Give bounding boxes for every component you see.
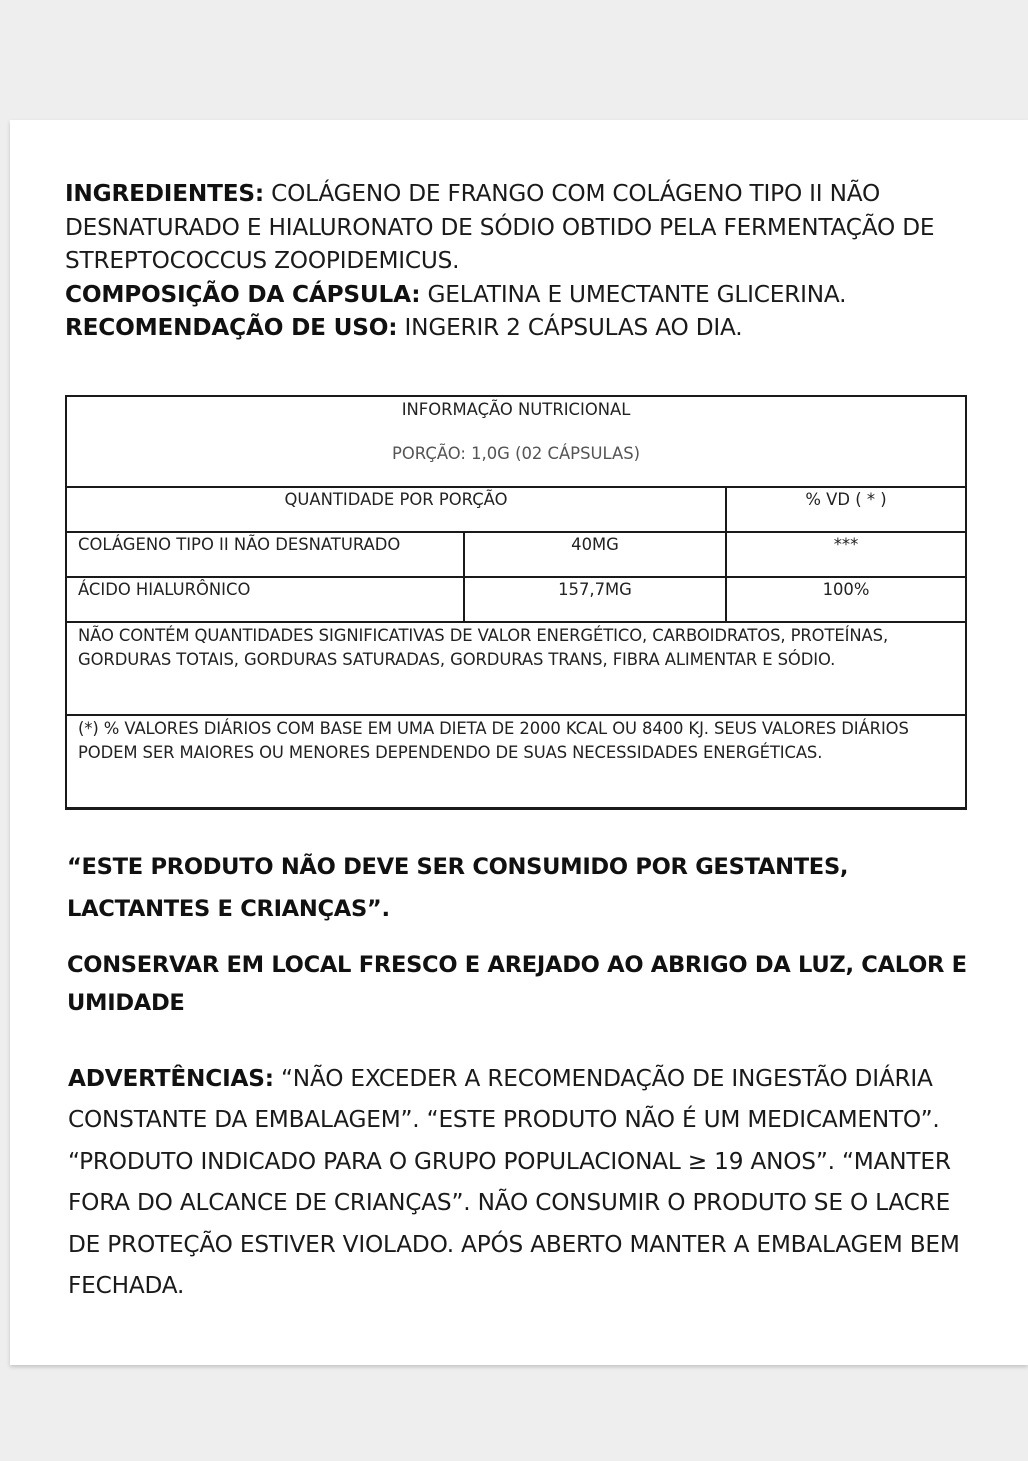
usage-line <box>65 311 985 345</box>
product-info-block <box>65 177 985 345</box>
label-sheet <box>10 120 1028 1365</box>
note-daily-values: (*) % VALORES DIÁRIOS COM BASE EM UMA DIETA DE 2000 KCAL OU 8400 KJ. SEUS VALORES DIÁRIOS PODEM SER MAIORES OU MENORES DEPENDENDO DE SUAS NECESSIDADES ENERGÉTICAS. <box>66 715 966 809</box>
consumption-warning: “ESTE PRODUTO NÃO DEVE SER CONSUMIDO POR GESTANTES, LACTANTES E CRIANÇAS”. <box>67 854 849 922</box>
header-quantity: QUANTIDADE POR PORÇÃO <box>66 487 726 532</box>
ingredients-text: COLÁGENO DE FRANGO COM COLÁGENO TIPO II NÃO DESNATURADO E HIALURONATO DE SÓDIO OBTIDO PELA FERMENTAÇÃO DE STREPTOCOCCUS ZOOPIDEMICUS. <box>65 180 935 274</box>
warnings-block <box>68 1058 968 1306</box>
nutrition-table <box>65 395 967 810</box>
warnings-text: “NÃO EXCEDER A RECOMENDAÇÃO DE INGESTÃO DIÁRIA CONSTANTE DA EMBALAGEM”. “ESTE PRODUTO NÃO É UM MEDICAMENTO”. “PRODUTO INDICADO PARA O GRUPO POPULACIONAL ≥ 19 ANOS”. “MANTER FORA DO ALCANCE DE CRIANÇAS”. NÃO CONSUMIR O PRODUTO SE O LACRE DE PROTEÇÃO ESTIVER VIOLADO. APÓS ABERTO MANTER A EMBALAGEM BEM FECHADA. <box>68 1065 960 1300</box>
nutrition-title: INFORMAÇÃO NUTRICIONAL <box>401 400 631 419</box>
nutrition-portion: PORÇÃO: 1,0G (02 CÁPSULAS) <box>392 444 640 463</box>
usage-label: RECOMENDAÇÃO DE USO: <box>65 314 398 341</box>
table-row <box>66 532 966 577</box>
storage-instructions: CONSERVAR EM LOCAL FRESCO E AREJADO AO ABRIGO DA LUZ, CALOR E UMIDADE <box>67 952 967 1016</box>
nutrient-name: ÁCIDO HIALURÔNICO <box>66 577 464 622</box>
nutrient-name: COLÁGENO TIPO II NÃO DESNATURADO <box>66 532 464 577</box>
warnings-label: ADVERTÊNCIAS: <box>68 1065 274 1092</box>
ingredients-label: INGREDIENTES: <box>65 180 264 207</box>
nutrient-vd: 100% <box>726 577 966 622</box>
note-contains: NÃO CONTÉM QUANTIDADES SIGNIFICATIVAS DE VALOR ENERGÉTICO, CARBOIDRATOS, PROTEÍNAS, GORDURAS TOTAIS, GORDURAS SATURADAS, GORDURAS TRANS, FIBRA ALIMENTAR E SÓDIO. <box>66 622 966 715</box>
nutrient-amount: 157,7MG <box>464 577 726 622</box>
ingredients-line <box>65 177 985 278</box>
capsule-label: COMPOSIÇÃO DA CÁPSULA: <box>65 280 421 308</box>
capsule-text: GELATINA E UMECTANTE GLICERINA. <box>420 280 847 308</box>
usage-text: INGERIR 2 CÁPSULAS AO DIA. <box>397 314 743 341</box>
nutrition-title-cell <box>66 396 966 487</box>
nutrient-vd: *** <box>726 532 966 577</box>
nutrient-amount: 40MG <box>464 532 726 577</box>
header-vd: % VD ( * ) <box>726 487 966 532</box>
capsule-line <box>65 278 985 312</box>
table-row <box>66 577 966 622</box>
